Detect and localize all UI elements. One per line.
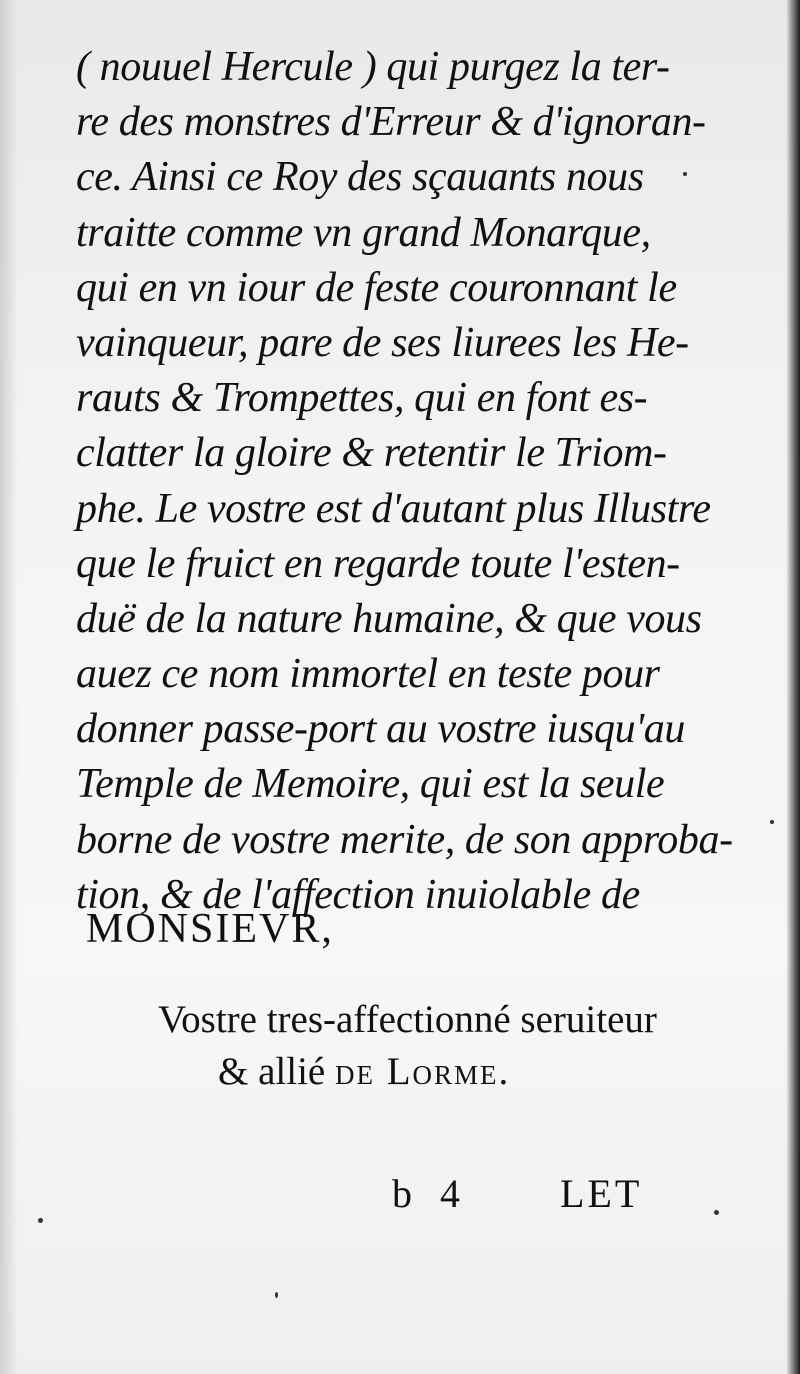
- ink-speck: [714, 1210, 719, 1215]
- closing-prefix: & allié: [218, 1050, 335, 1093]
- text-line: re des monstres d'Erreur & d'ignoran-: [76, 99, 706, 146]
- signature-mark: b 4: [392, 1171, 460, 1216]
- ink-speck: [275, 1292, 278, 1298]
- ink-speck: [683, 172, 687, 176]
- body-text: [76, 40, 733, 923]
- text-line: auez ce nom immortel en teste pour: [76, 651, 660, 698]
- text-line: Temple de Memoire, qui est la seule: [76, 761, 665, 808]
- author-name: de Lorme.: [334, 1050, 511, 1093]
- text-line: borne de vostre merite, de son approba-: [76, 816, 733, 863]
- ink-speck: [38, 1218, 43, 1223]
- text-line: traitte comme vn grand Monarque,: [76, 209, 651, 256]
- closing-signature: [158, 994, 657, 1098]
- catchword: LET: [560, 1171, 643, 1216]
- closing-line-2: [158, 1046, 657, 1098]
- text-line: tion, & de l'affection inuiolable de: [76, 871, 640, 918]
- text-line: ( nouuel Hercule ) qui purgez la ter-: [76, 44, 670, 90]
- salutation: MONSIEVR,: [86, 906, 334, 952]
- text-line: que le fruict en regarde toute l'esten-: [76, 540, 680, 587]
- text-line: duë de la nature humaine, & que vous: [76, 595, 702, 642]
- text-line: qui en vn iour de feste couronnant le: [76, 264, 677, 311]
- text-line: vainqueur, pare de ses liurees les He-: [76, 319, 689, 366]
- text-line: donner passe-port au vostre iusqu'au: [76, 706, 685, 753]
- text-line: phe. Le vostre est d'autant plus Illustre: [76, 485, 711, 532]
- ink-speck: [770, 820, 774, 824]
- page-edge-shadow-right: [786, 0, 800, 1374]
- text-line: clatter la gloire & retentir le Triom-: [76, 430, 667, 477]
- closing-line-1: Vostre tres-affectionné seruiteur: [158, 998, 657, 1041]
- page-edge-shadow-left: [0, 0, 18, 1374]
- text-line: ce. Ainsi ce Roy des sçauants nous: [76, 154, 644, 201]
- text-line: rauts & Trompettes, qui en font es-: [76, 375, 648, 422]
